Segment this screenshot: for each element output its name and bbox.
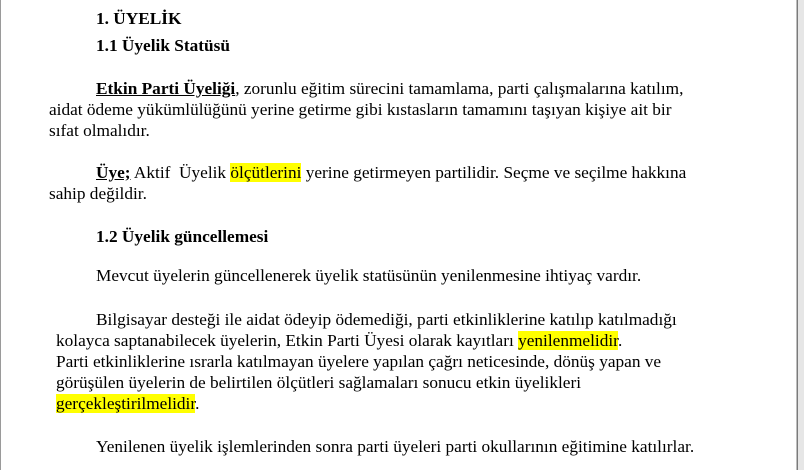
- paragraph-text: .: [617, 331, 623, 350]
- paragraph-text: aidat ödeme yükümlülüğünü yerine getirme gibi kıstasların tamamını taşıyan kişiye ait bir: [49, 100, 672, 119]
- subsection-heading-update: [96, 227, 268, 247]
- paragraph-computer-support-line-1: [96, 310, 677, 330]
- paragraph-text: sıfat olmalıdır.: [49, 121, 150, 140]
- paragraph-text: Parti etkinliklerine ısrarla katılmayan üyelere yapılan çağrı neticesinde, dönüş yapan ve: [56, 352, 662, 371]
- paragraph-text: kolayca saptanabilecek üyelerin, Etkin Parti Üyesi olarak kayıtları: [56, 331, 519, 350]
- subsection-heading-update-text: 1.2 Üyelik güncellemesi: [96, 227, 269, 246]
- subsection-heading-status: [96, 36, 230, 56]
- paragraph-text: Aktif Üyelik: [130, 163, 231, 182]
- paragraph-text: , zorunlu eğitim sürecini tamamlama, parti çalışmalarına katılım,: [235, 79, 684, 98]
- term-active-party-membership: Etkin Parti Üyeliği: [96, 79, 236, 98]
- paragraph-text: Bilgisayar desteği ile aidat ödeyip ödemediği, parti etkinliklerine katılıp katılmadığı: [96, 310, 677, 329]
- paragraph-text: sahip değildir.: [49, 184, 147, 203]
- paragraph-call-line-1: [56, 352, 661, 372]
- paragraph-member-line-1: [96, 163, 686, 183]
- paragraph-text: yerine getirmeyen partilidir. Seçme ve seçilme hakkına: [301, 163, 687, 182]
- paragraph-update-need: [96, 266, 641, 286]
- paragraph-active-member-line-3: [49, 121, 150, 141]
- paragraph-text: .: [195, 394, 200, 413]
- highlighted-text: yenilenmelidir: [518, 331, 618, 350]
- paragraph-computer-support-line-2: [56, 331, 622, 351]
- window-edge: [797, 0, 804, 470]
- paragraph-call-line-3: [56, 394, 200, 414]
- paragraph-text: görüşülen üyelerin de belirtilen ölçütleri sağlamaları sonucu etkin üyelikleri: [56, 373, 581, 392]
- paragraph-member-line-2: [49, 184, 147, 204]
- section-heading-text: 1. ÜYELİK: [96, 9, 182, 28]
- paragraph-active-member-line-1: [96, 79, 683, 99]
- section-heading: [96, 9, 181, 29]
- paragraph-call-line-2: [56, 373, 581, 393]
- paragraph-active-member-line-2: [49, 100, 671, 120]
- subsection-heading-status-text: 1.1 Üyelik Statüsü: [96, 36, 230, 55]
- paragraph-text: Mevcut üyelerin güncellenerek üyelik statüsünün yenilenmesine ihtiyaç vardır.: [96, 266, 642, 285]
- paragraph-text: Yenilenen üyelik işlemlerinden sonra parti üyeleri parti okullarının eğitimine katılırlar.: [96, 437, 695, 456]
- term-member: Üye;: [96, 163, 131, 182]
- highlighted-text: gerçekleştirilmelidir: [56, 394, 196, 413]
- paragraph-after-renewal: [96, 437, 694, 457]
- highlighted-text: ölçütlerini: [230, 163, 302, 182]
